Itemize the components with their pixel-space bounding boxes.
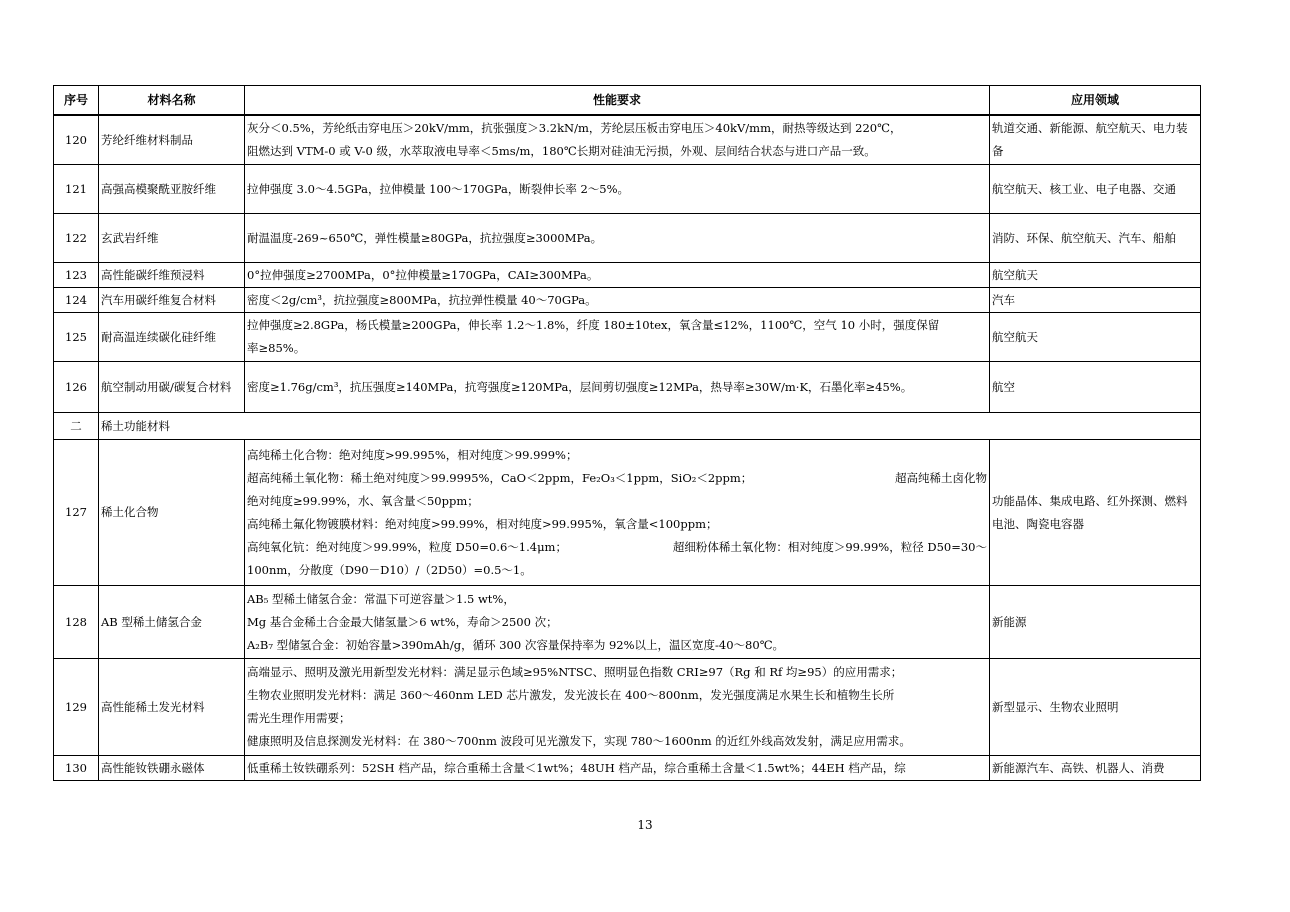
table-row	[54, 440, 1201, 586]
row-num: 122	[54, 214, 99, 263]
header-application: 应用领域	[990, 86, 1201, 116]
header-num: 序号	[54, 86, 99, 116]
row-performance	[245, 115, 990, 165]
performance-line: 拉伸强度 3.0～4.5GPa，拉伸模量 100～170GPa，断裂伸长率 2～5%。	[247, 181, 630, 196]
performance-line: 生物农业照明发光材料：满足 360～460nm LED 芯片激发，发光波长在 400～800nm，发光强度满足水果生长和植物生长所	[247, 688, 895, 702]
performance-line: AB₅ 型稀土储氢合金：常温下可逆容量＞1.5 wt%，	[247, 591, 515, 606]
performance-line	[247, 536, 987, 559]
row-performance	[245, 165, 990, 214]
performance-segment: 超细粉体稀土氧化物：相对纯度＞99.99%，粒径 D50=30～	[672, 539, 987, 554]
row-application: 汽车	[990, 288, 1201, 313]
row-material-name: 耐高温连续碳化硅纤维	[99, 313, 245, 362]
row-application: 航空	[990, 362, 1201, 413]
header-name: 材料名称	[99, 86, 245, 116]
performance-segment: 高纯氧化钪：绝对纯度＞99.99%，粒度 D50=0.6～1.4μm；	[247, 539, 567, 554]
performance-line: 拉伸强度≥2.8GPa，杨氏模量≥200GPa，伸长率 1.2～1.8%，纤度 180±10tex，氧含量≤12%，1100℃，空气 10 小时，强度保留	[247, 318, 940, 332]
performance-line: 高纯稀土氟化物镀膜材料：绝对纯度>99.99%，相对纯度>99.995%，氧含量<100ppm；	[247, 516, 718, 531]
row-material-name: 汽车用碳纤维复合材料	[99, 288, 245, 313]
row-performance	[245, 440, 990, 586]
table-row	[54, 659, 1201, 756]
row-material-name: 芳纶纤维材料制品	[99, 115, 245, 165]
table-row	[54, 362, 1201, 413]
row-material-name: 玄武岩纤维	[99, 214, 245, 263]
table-row	[54, 288, 1201, 313]
performance-line: 密度≥1.76g/cm³，抗压强度≥140MPa，抗弯强度≥120MPa，层间剪切强度≥12MPa，热导率≥30W/m·K，石墨化率≥45%。	[247, 379, 913, 394]
table-row	[54, 165, 1201, 214]
row-performance	[245, 313, 990, 362]
row-num: 124	[54, 288, 99, 313]
row-num: 121	[54, 165, 99, 214]
performance-line: 灰分＜0.5%，芳纶纸击穿电压＞20kV/mm，抗张强度＞3.2kN/m，芳纶层压板击穿电压＞40kV/mm，耐热等级达到 220℃，	[247, 121, 902, 135]
table-header-row	[54, 86, 1201, 116]
table-row	[54, 756, 1201, 781]
row-application: 航空航天	[990, 263, 1201, 288]
row-material-name: AB 型稀土储氢合金	[99, 586, 245, 659]
row-material-name: 高强高模聚酰亚胺纤维	[99, 165, 245, 214]
row-application: 轨道交通、新能源、航空航天、电力装备	[990, 115, 1201, 165]
table-row	[54, 263, 1201, 288]
row-performance	[245, 263, 990, 288]
row-num: 120	[54, 115, 99, 165]
section-title: 稀土功能材料	[99, 413, 1201, 440]
performance-line: 0°拉伸强度≥2700MPa，0°拉伸模量≥170GPa，CAI≥300MPa。	[247, 267, 599, 282]
row-material-name: 航空制动用碳/碳复合材料	[99, 362, 245, 413]
row-num: 126	[54, 362, 99, 413]
row-performance	[245, 586, 990, 659]
materials-spec-table	[53, 85, 1201, 781]
row-material-name: 高性能稀土发光材料	[99, 659, 245, 756]
row-num: 123	[54, 263, 99, 288]
row-performance	[245, 756, 990, 781]
row-application: 功能晶体、集成电路、红外探测、燃料电池、陶瓷电容器	[990, 440, 1201, 586]
performance-line: Mg 基合金稀土合金最大储氢量＞6 wt%，寿命＞2500 次；	[247, 614, 558, 629]
performance-line: 密度＜2g/cm³，抗拉强度≥800MPa，抗拉弹性模量 40～70GPa。	[247, 292, 597, 307]
performance-line: 需光生理作用需要；	[247, 711, 351, 725]
row-num: 129	[54, 659, 99, 756]
performance-line: 高纯稀土化合物：绝对纯度>99.995%，相对纯度＞99.999%；	[247, 447, 578, 462]
performance-line: 绝对纯度≥99.99%，水、氧含量＜50ppm；	[247, 493, 479, 508]
section-num: 二	[54, 413, 99, 440]
table-row	[54, 115, 1201, 165]
performance-line: 耐温温度-269~650℃，弹性模量≥80GPa，抗拉强度≥3000MPa。	[247, 230, 603, 245]
section-row	[54, 413, 1201, 440]
row-num: 125	[54, 313, 99, 362]
performance-line	[247, 467, 987, 490]
row-application: 航空航天、核工业、电子电器、交通	[990, 165, 1201, 214]
performance-line: 低重稀土钕铁硼系列：52SH 档产品，综合重稀土含量＜1wt%；48UH 档产品，综合重稀土含量＜1.5wt%；44EH 档产品，综	[247, 760, 906, 775]
table-row	[54, 214, 1201, 263]
row-performance	[245, 362, 990, 413]
row-performance	[245, 214, 990, 263]
row-material-name: 高性能碳纤维预浸料	[99, 263, 245, 288]
row-material-name: 高性能钕铁硼永磁体	[99, 756, 245, 781]
row-application: 新能源汽车、高铁、机器人、消费	[990, 756, 1201, 781]
row-performance	[245, 659, 990, 756]
performance-line: A₂B₇ 型储氢合金：初始容量>390mAh/g，循环 300 次容量保持率为 92%以上，温区宽度-40～80℃。	[247, 637, 785, 652]
table-row	[54, 586, 1201, 659]
performance-line: 高端显示、照明及激光用新型发光材料：满足显示色域≥95%NTSC、照明显色指数 CRI≥97（Rg 和 Rf 均≥95）的应用需求；	[247, 665, 903, 679]
row-num: 128	[54, 586, 99, 659]
page-number: 13	[637, 818, 653, 832]
performance-line: 健康照明及信息探测发光材料：在 380～700nm 波段可见光激发下，实现 780～1600nm 的近红外线高效发射，满足应用需求。	[247, 734, 911, 748]
row-num: 127	[54, 440, 99, 586]
row-num: 130	[54, 756, 99, 781]
table-row	[54, 313, 1201, 362]
header-performance: 性能要求	[245, 86, 990, 116]
performance-segment: 超高纯稀土氧化物：稀土绝对纯度＞99.9995%，CaO＜2ppm，Fe₂O₃＜1ppm，SiO₂＜2ppm；	[247, 470, 753, 485]
row-application: 新能源	[990, 586, 1201, 659]
row-performance	[245, 288, 990, 313]
row-material-name: 稀土化合物	[99, 440, 245, 586]
row-application: 消防、环保、航空航天、汽车、船舶	[990, 214, 1201, 263]
performance-segment: 超高纯稀土卤化物	[895, 470, 987, 485]
row-application: 新型显示、生物农业照明	[990, 659, 1201, 756]
performance-line: 率≥85%。	[247, 341, 306, 355]
performance-line: 100nm，分散度（D90－D10）/（2D50）=0.5～1。	[247, 562, 532, 577]
row-application: 航空航天	[990, 313, 1201, 362]
performance-line: 阻燃达到 VTM-0 或 V-0 级，水萃取液电导率＜5ms/m，180℃长期对硅油无污损，外观、层间结合状态与进口产品一致。	[247, 144, 876, 158]
